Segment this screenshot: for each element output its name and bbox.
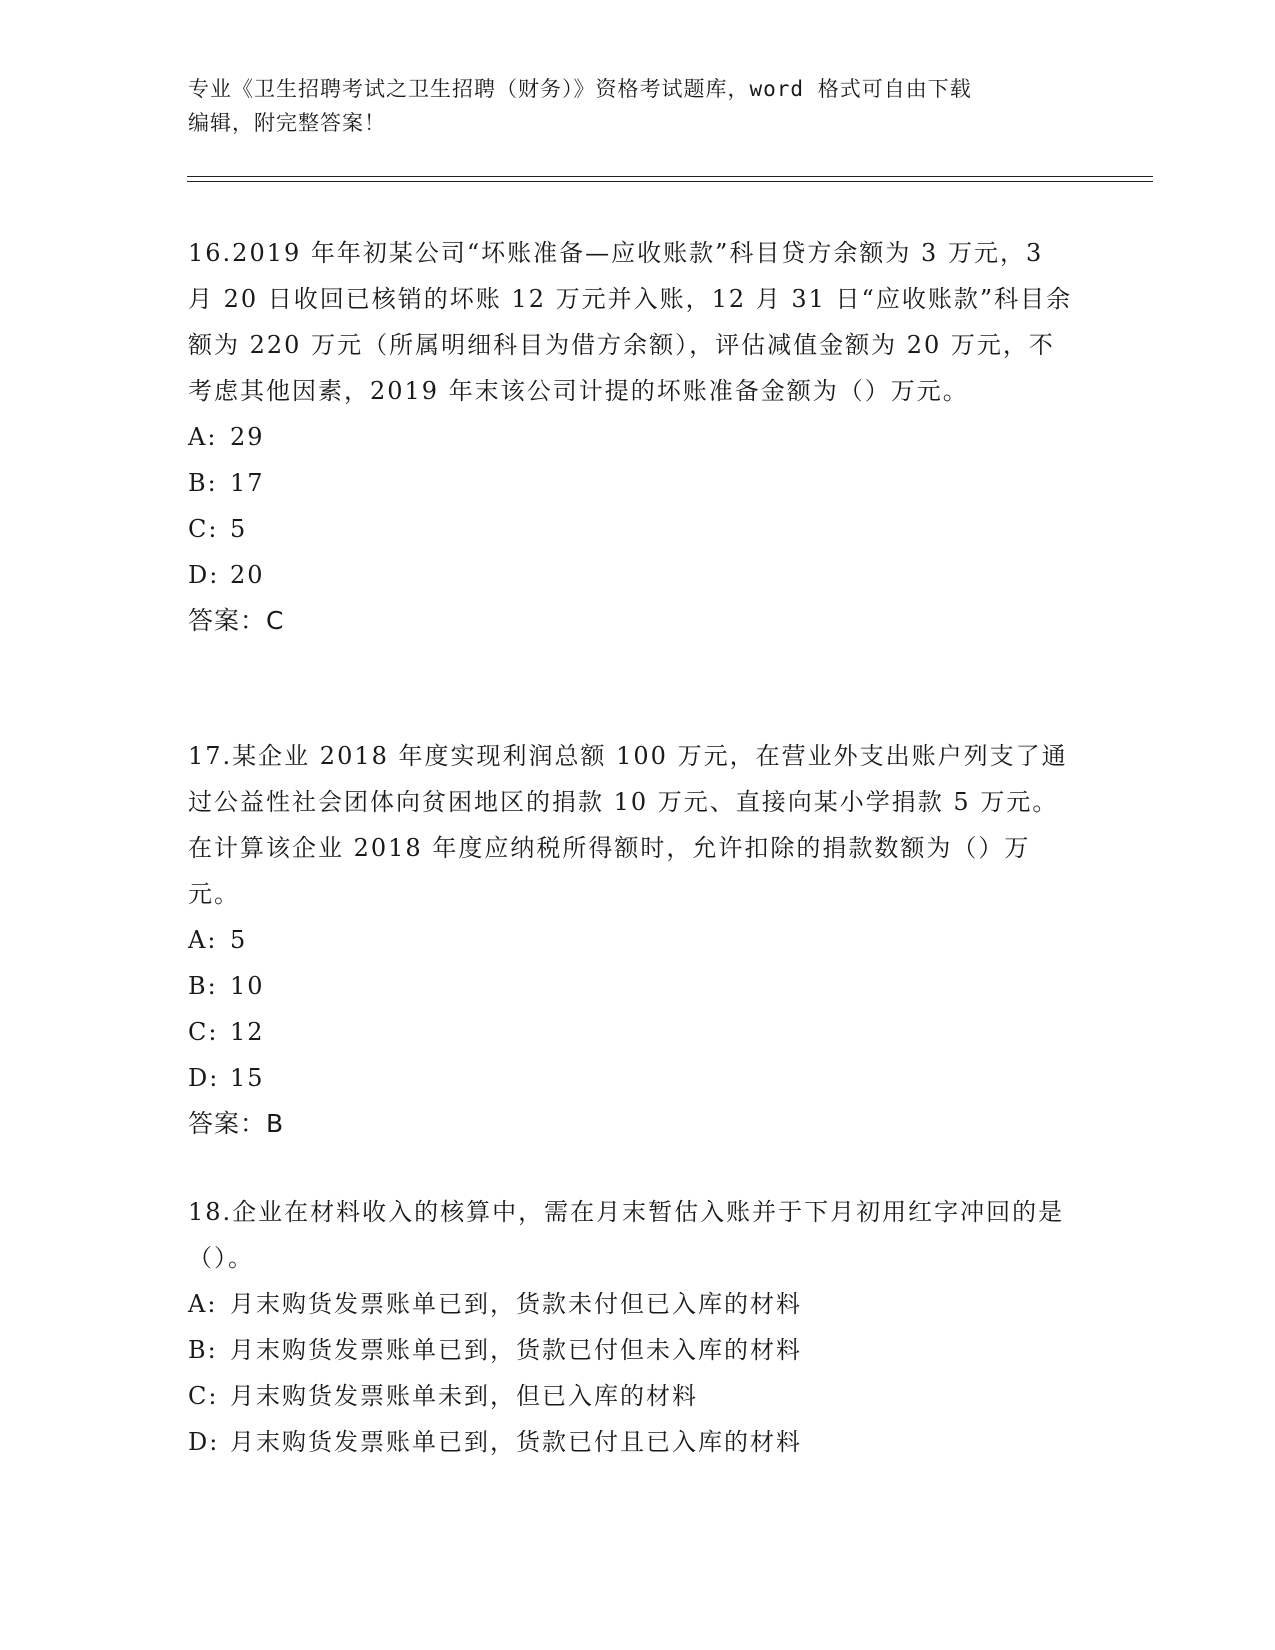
header-line-1: 专业《卫生招聘考试之卫生招聘（财务）》资格考试题库，word 格式可自由下载 [188, 77, 972, 101]
option-text: 10 [230, 972, 265, 1000]
answer-line: 答案：B [188, 1109, 285, 1138]
option-b [188, 963, 1078, 1009]
option-b [188, 1327, 1078, 1373]
option-text: 29 [230, 423, 265, 451]
option-c [188, 506, 1078, 552]
option-text: 月末购货发票账单已到，货款未付但已入库的材料 [230, 1290, 802, 1318]
option-a [188, 414, 1078, 460]
option-text: 月末购货发票账单未到，但已入库的材料 [230, 1382, 698, 1410]
option-key: D: [188, 1428, 220, 1456]
option-a [188, 917, 1078, 963]
option-key: C: [188, 515, 219, 543]
header-line-2: 编辑，附完整答案！ [188, 111, 386, 135]
answer-line: 答案：C [188, 606, 285, 635]
option-a [188, 1281, 1078, 1327]
option-d [188, 1055, 1078, 1101]
option-d [188, 552, 1078, 598]
option-text: 月末购货发票账单已到，货款已付且已入库的材料 [230, 1428, 802, 1456]
question-16 [188, 230, 1078, 644]
option-b [188, 460, 1078, 506]
option-text: 15 [230, 1064, 265, 1092]
option-key: A: [188, 926, 218, 954]
option-key: D: [188, 561, 220, 589]
option-text: 月末购货发票账单已到，货款已付但未入库的材料 [230, 1336, 802, 1364]
option-c [188, 1373, 1078, 1419]
question-stem: 18.企业在材料收入的核算中，需在月末暂估入账并于下月初用红字冲回的是（）。 [188, 1198, 1065, 1272]
option-text: 20 [230, 561, 265, 589]
option-key: A: [188, 423, 218, 451]
option-text: 12 [230, 1018, 265, 1046]
option-text: 5 [230, 926, 248, 954]
option-key: D: [188, 1064, 220, 1092]
header-divider-bottom [187, 181, 1153, 182]
option-key: B: [188, 972, 218, 1000]
question-stem: 17.某企业 2018 年度实现利润总额 100 万元，在营业外支出账户列支了通过公益性社会团体向贫困地区的捐款 10 万元、直接向某小学捐款 5 万元。在计算该企业 2018 年度应纳税所得额时，允许扣除的捐款数额为（）万元。 [188, 742, 1068, 908]
option-key: A: [188, 1290, 218, 1318]
question-stem: 16.2019 年年初某公司“坏账准备—应收账款”科目贷方余额为 3 万元，3 月 20 日收回已核销的坏账 12 万元并入账，12 月 31 日“应收账款”科目余额为 220 万元（所属明细科目为借方余额），评估减值金额为 20 万元，不考虑其他因素，2019 年末该公司计提的坏账准备金额为（）万元。 [188, 239, 1073, 405]
option-key: B: [188, 1336, 218, 1364]
option-key: C: [188, 1018, 219, 1046]
option-key: C: [188, 1382, 219, 1410]
option-key: B: [188, 469, 218, 497]
option-text: 17 [230, 469, 265, 497]
option-text: 5 [230, 515, 248, 543]
question-18 [188, 1189, 1078, 1465]
question-17 [188, 733, 1078, 1147]
option-c [188, 1009, 1078, 1055]
header-divider-top [187, 176, 1153, 177]
option-d [188, 1419, 1078, 1465]
document-header [188, 72, 1068, 140]
